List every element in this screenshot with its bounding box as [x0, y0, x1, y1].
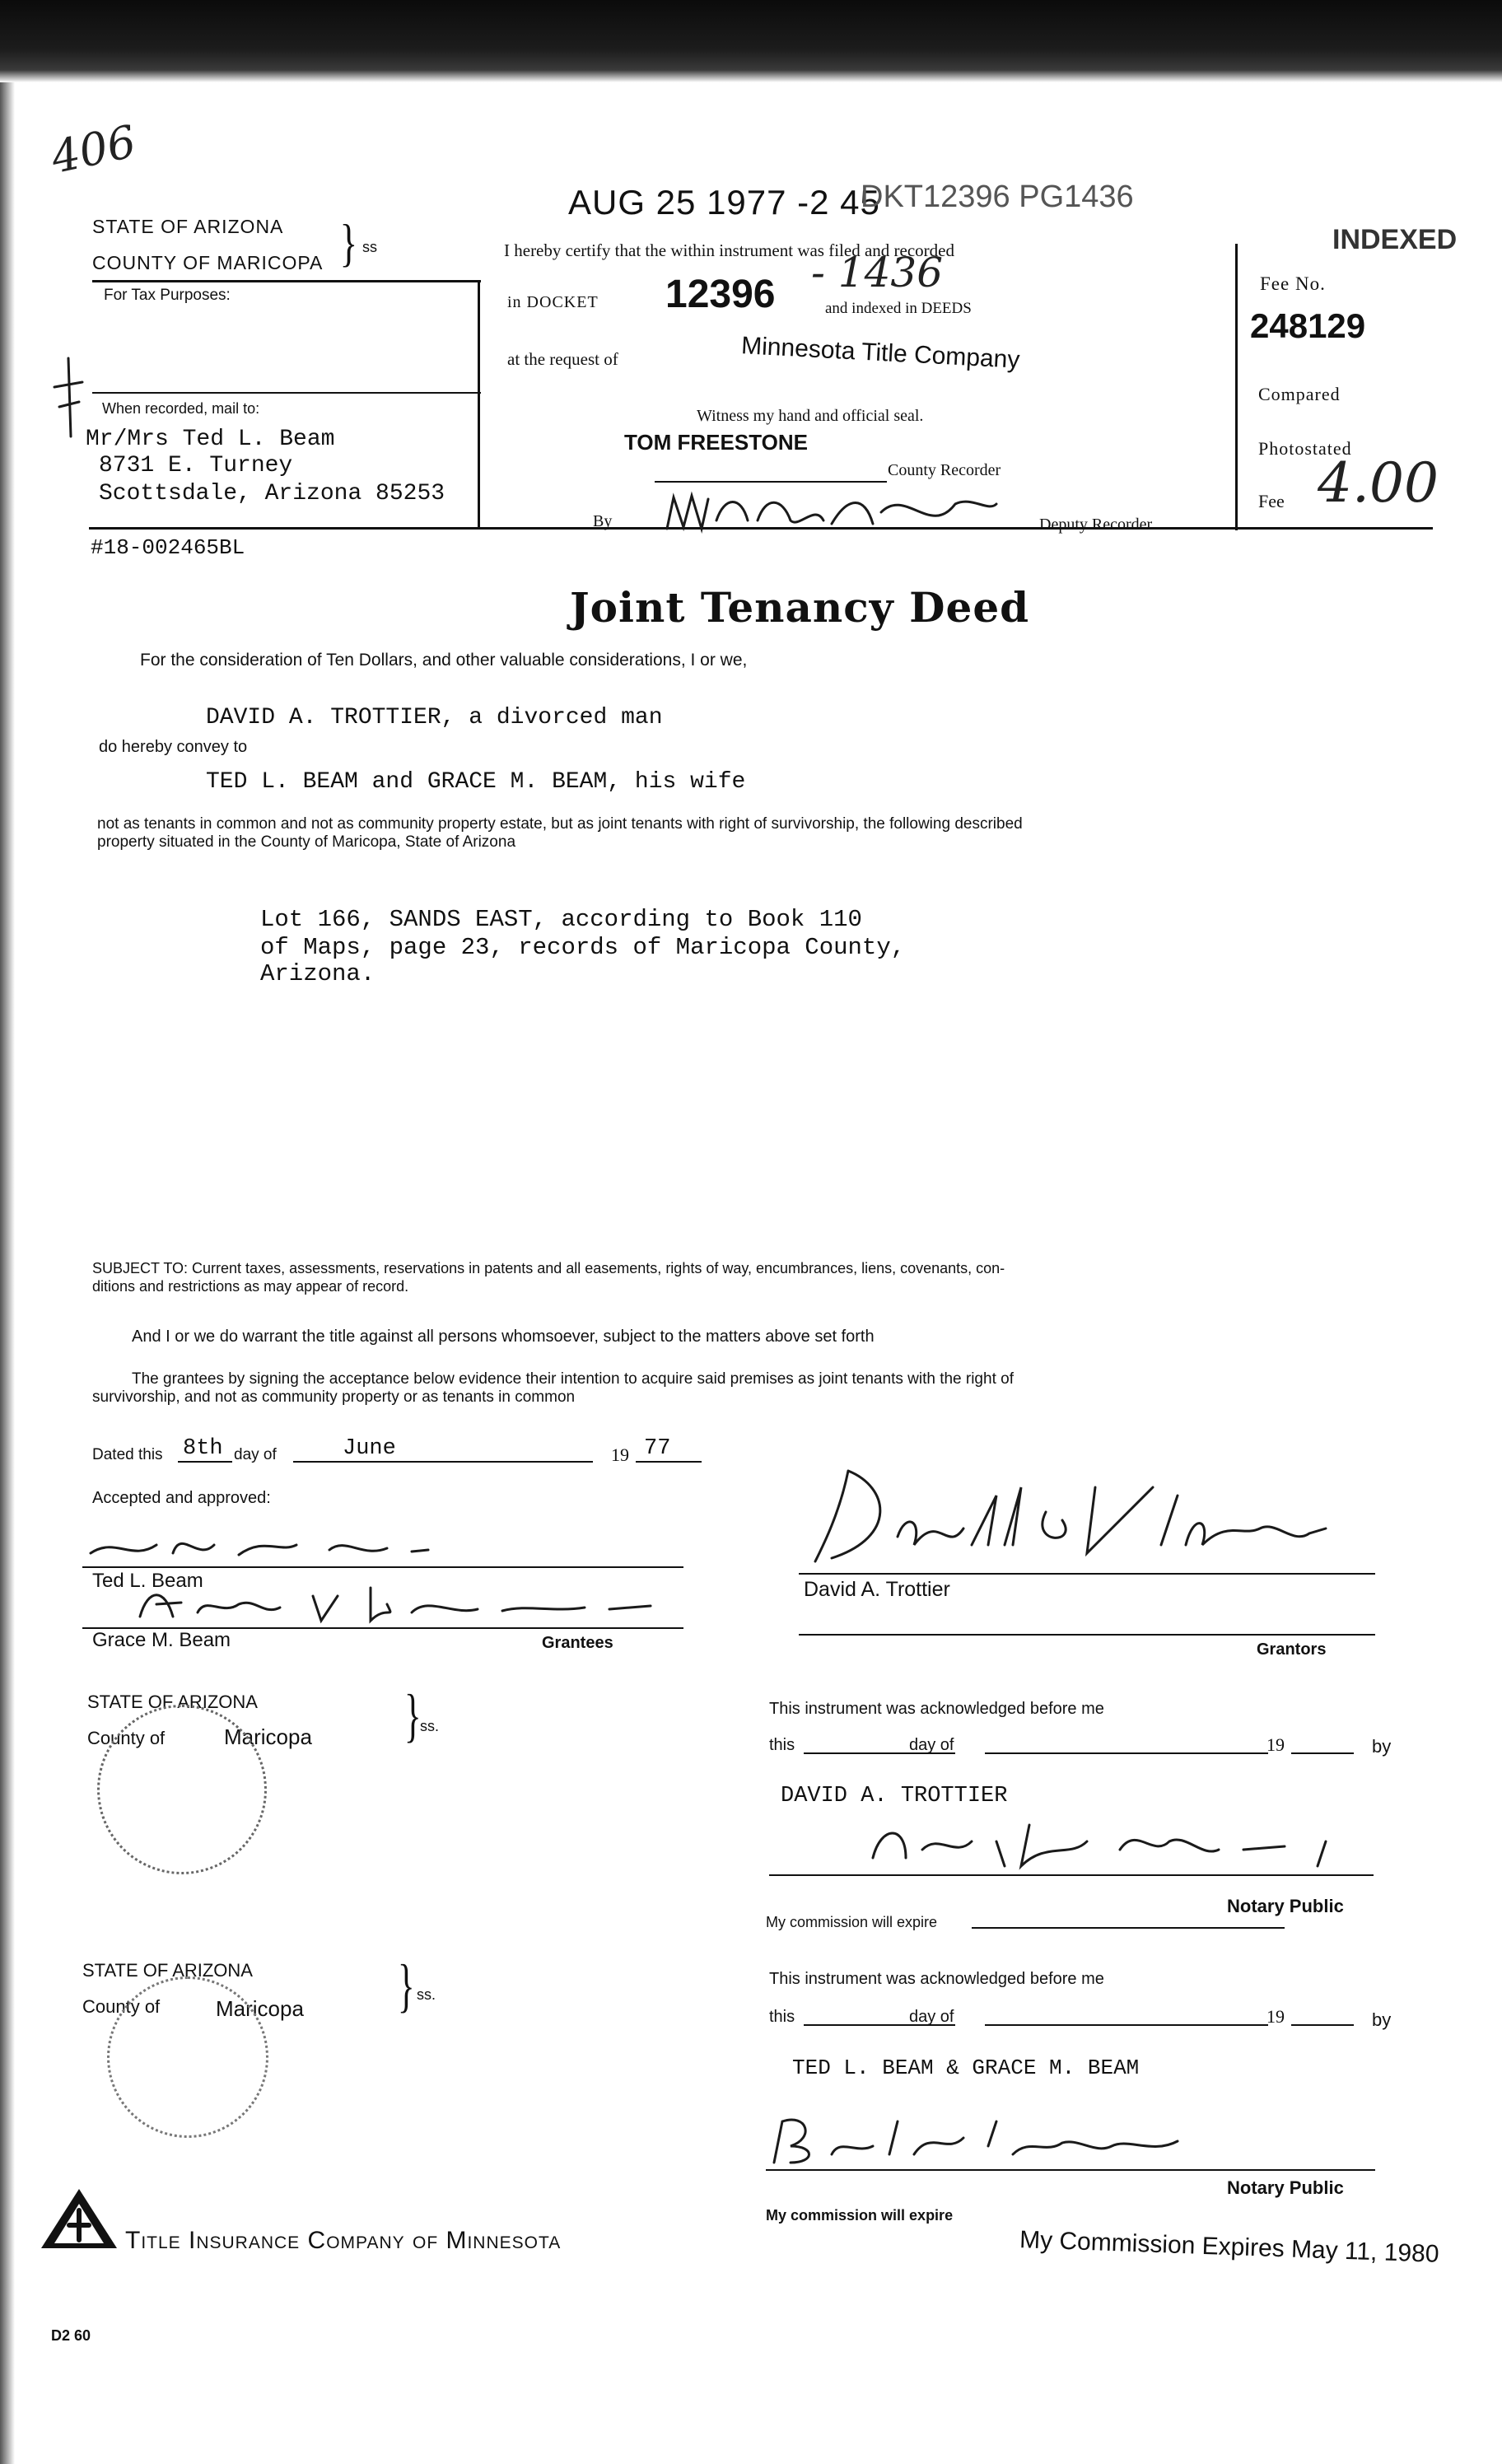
photostated-label: Photostated	[1258, 438, 1352, 459]
notary1-day-of: day of	[909, 1736, 954, 1754]
grantor-signature	[799, 1463, 1342, 1570]
notary1-seal	[97, 1705, 267, 1874]
notary1-brace: }	[403, 1682, 422, 1748]
notary2-commission-stamp: My Commission Expires May 11, 1980	[1019, 2226, 1440, 2268]
rule	[769, 1874, 1374, 1876]
notary1-county-label: County of	[87, 1728, 166, 1748]
filing-date: AUG 25 1977 -2 45	[568, 183, 880, 222]
grantees-intent-2: survivorship, and not as community property or as tenants in common	[92, 1388, 576, 1406]
grantee1-name: Ted L. Beam	[92, 1570, 203, 1592]
rule	[178, 1461, 232, 1463]
company-name: Title Insurance Company of Minnesota	[125, 2227, 562, 2254]
rule	[636, 1461, 702, 1463]
rule	[1291, 2024, 1354, 2026]
notary2-name: TED L. BEAM & GRACE M. BEAM	[792, 2056, 1140, 2080]
rule	[293, 1461, 593, 1463]
margin-note: 406	[46, 114, 141, 184]
notary1-signature	[856, 1808, 1350, 1874]
witness-text: Witness my hand and official seal.	[697, 407, 924, 425]
fee-value: 4.00	[1318, 451, 1439, 515]
grantee1-signature	[82, 1520, 461, 1570]
rule	[92, 392, 481, 394]
docket-ref: DKT12396 PG1436	[861, 180, 1134, 214]
dated-label: Dated this	[92, 1446, 163, 1463]
rule	[766, 2169, 1375, 2171]
notary2-ss: ss.	[417, 1986, 436, 2003]
rule	[972, 1927, 1285, 1929]
notary1-county: Maricopa	[224, 1724, 312, 1749]
subject-line-1: SUBJECT TO: Current taxes, assessments, reservations in patents and all easements, rights of way, encumbrances, liens, covenants, con-	[92, 1260, 1005, 1276]
notary2-seal	[107, 1976, 268, 2138]
legal-line-3: Arizona.	[260, 960, 376, 987]
request-party: Minnesota Title Company	[740, 332, 1021, 374]
grantee2-signature	[124, 1580, 667, 1629]
dated-day-of: day of	[234, 1446, 277, 1463]
recorder-name: TOM FREESTONE	[624, 430, 808, 455]
notary2-ack: This instrument was acknowledged before me	[769, 1970, 1104, 1988]
compared-label: Compared	[1258, 384, 1341, 404]
fee-no: 248129	[1250, 306, 1366, 345]
notary2-signature	[766, 2105, 1227, 2171]
notary2-public-label: Notary Public	[1227, 2177, 1344, 2198]
convey-label: do hereby convey to	[99, 738, 248, 756]
scan-top-edge	[0, 0, 1502, 82]
notary2-state: STATE OF ARIZONA	[82, 1960, 253, 1981]
grantees-line: TED L. BEAM and GRACE M. BEAM, his wife	[206, 769, 746, 795]
form-code: D2 60	[51, 2327, 91, 2344]
state-brace: }	[339, 213, 358, 272]
rule	[478, 280, 480, 527]
deputy-label: Deputy Recorder	[1039, 516, 1153, 534]
notary1-ack: This instrument was acknowledged before me	[769, 1700, 1104, 1718]
dated-month: June	[343, 1436, 396, 1461]
legal-line-2: of Maps, page 23, records of Maricopa County,	[260, 934, 906, 961]
fee-label: Fee	[1258, 491, 1285, 511]
request-label: at the request of	[507, 349, 618, 369]
grantee2-name: Grace M. Beam	[92, 1629, 231, 1651]
notary1-year-prefix: 19	[1266, 1734, 1285, 1755]
mail-label: When recorded, mail to:	[102, 400, 260, 417]
county-line: COUNTY OF MARICOPA	[92, 252, 324, 273]
warrant-text: And I or we do warrant the title against all persons whomsoever, subject to the matters above set forth	[132, 1328, 875, 1346]
grantors-label: Grantors	[1257, 1640, 1327, 1659]
rule	[985, 2024, 1268, 2026]
rule	[1291, 1752, 1354, 1754]
notary1-ss: ss.	[420, 1718, 440, 1734]
page-number: - 1436	[811, 249, 944, 296]
notary2-brace: }	[397, 1953, 415, 2018]
notary2-this: this	[769, 2008, 795, 2026]
tenancy-line-1: not as tenants in common and not as community property estate, but as joint tenants with right of survivorship, the following described	[97, 815, 1023, 833]
deed-title: Joint Tenancy Deed	[570, 583, 1030, 632]
state-line: STATE OF ARIZONA	[92, 216, 284, 237]
notary2-day-of: day of	[909, 2008, 954, 2026]
rule	[985, 1752, 1268, 1754]
legal-line-1: Lot 166, SANDS EAST, according to Book 110	[260, 906, 862, 933]
dated-year-prefix: 19	[611, 1444, 629, 1465]
mail-line-1: Mr/Mrs Ted L. Beam	[86, 427, 335, 452]
dated-day: 8th	[183, 1436, 223, 1461]
tenancy-line-2: property situated in the County of Maricopa, State of Arizona	[97, 833, 516, 851]
certify-text: I hereby certify that the within instrument was filed and recorded	[504, 240, 954, 260]
scan-left-edge	[0, 82, 15, 2464]
ss-mark: ss	[362, 239, 377, 255]
notary1-name: DAVID A. TROTTIER	[781, 1784, 1008, 1808]
consideration-text: For the consideration of Ten Dollars, and other valuable considerations, I or we,	[140, 651, 748, 670]
notary1-public-label: Notary Public	[1227, 1896, 1344, 1916]
dated-year: 77	[644, 1436, 671, 1461]
rule	[82, 1566, 683, 1568]
in-docket-label: in DOCKET	[507, 293, 599, 311]
rule	[92, 280, 481, 282]
notary2-county: Maricopa	[216, 1996, 304, 2021]
notary1-state: STATE OF ARIZONA	[87, 1692, 258, 1712]
by-label: By	[593, 512, 613, 530]
notary2-county-label: County of	[82, 1996, 161, 2017]
accepted-label: Accepted and approved:	[92, 1489, 271, 1507]
grantees-intent-1: The grantees by signing the acceptance below evidence their intention to acquire said premises as joint tenants with the right of	[132, 1370, 1014, 1388]
notary2-by: by	[1372, 2009, 1392, 2030]
notary1-commission: My commission will expire	[766, 1914, 938, 1930]
notary2-year-prefix: 19	[1266, 2006, 1285, 2027]
rule	[1235, 244, 1238, 530]
mail-line-2: 8731 E. Turney	[99, 453, 293, 478]
county-recorder-label: County Recorder	[888, 461, 1001, 479]
grantees-label: Grantees	[542, 1634, 613, 1652]
company-logo-icon	[38, 2186, 120, 2252]
rule	[655, 481, 887, 483]
fee-no-label: Fee No.	[1260, 273, 1326, 294]
grantor-name: David A. Trottier	[804, 1578, 950, 1601]
file-number: #18-002465BL	[91, 535, 245, 560]
rule	[799, 1634, 1375, 1636]
docket-number: 12396	[665, 273, 776, 316]
indexed-text: and indexed in DEEDS	[825, 300, 972, 317]
mail-line-3: Scottsdale, Arizona 85253	[99, 481, 445, 506]
notary1-this: this	[769, 1736, 795, 1754]
subject-line-2: ditions and restrictions as may appear of record.	[92, 1278, 409, 1295]
indexed-stamp: INDEXED	[1332, 224, 1458, 255]
notary1-by: by	[1372, 1736, 1392, 1757]
grantor-line: DAVID A. TROTTIER, a divorced man	[206, 705, 663, 730]
rule	[799, 1573, 1375, 1575]
tax-label: For Tax Purposes:	[104, 287, 231, 304]
check-mark	[48, 354, 89, 445]
deputy-signature	[659, 488, 1005, 537]
notary2-commission: My commission will expire	[766, 2207, 954, 2224]
